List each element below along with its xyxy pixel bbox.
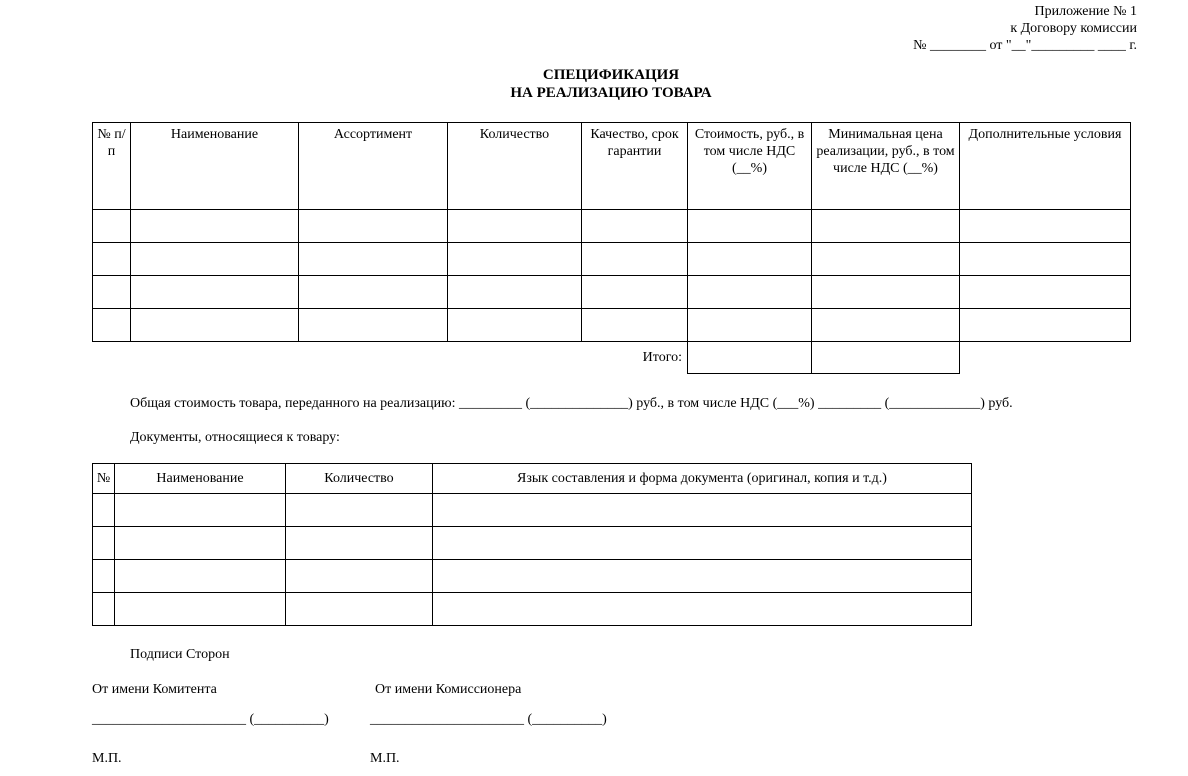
goods-col-name: Наименование <box>131 123 299 210</box>
document-title-line-1: СПЕЦИФИКАЦИЯ <box>542 67 680 83</box>
empty-table-row <box>93 210 1131 243</box>
total-cost-line: Общая стоимость товара, переданного на реализацию: _________ (______________) руб., в том числе НДС (___%) _________ (_____________) руб. <box>130 396 1013 411</box>
goods-col-quality: Качество, срок гарантии <box>582 123 688 210</box>
goods-col-quantity: Количество <box>448 123 582 210</box>
empty-table-row <box>93 593 972 626</box>
goods-col-minprice: Минимальная цена реализации, руб., в том числе НДС (__%) <box>812 123 960 210</box>
docs-col-language: Язык составления и форма документа (оригинал, копия и т.д.) <box>433 464 972 494</box>
empty-cell <box>582 276 688 309</box>
empty-table-row <box>93 560 972 593</box>
seal-left-label: М.П. <box>92 751 122 766</box>
empty-cell <box>582 309 688 342</box>
empty-cell <box>286 560 433 593</box>
empty-cell <box>688 276 812 309</box>
empty-cell <box>448 309 582 342</box>
empty-cell <box>448 210 582 243</box>
empty-cell <box>299 243 448 276</box>
empty-table-row <box>93 494 972 527</box>
empty-cell <box>582 210 688 243</box>
empty-cell <box>131 243 299 276</box>
empty-table-row <box>93 309 1131 342</box>
empty-table-row <box>93 243 1131 276</box>
signatures-heading: Подписи Сторон <box>130 647 230 662</box>
empty-table-row <box>93 276 1131 309</box>
empty-cell <box>286 593 433 626</box>
empty-cell <box>960 210 1131 243</box>
empty-cell <box>115 560 286 593</box>
empty-cell <box>93 560 115 593</box>
empty-cell <box>433 494 972 527</box>
empty-cell <box>131 210 299 243</box>
empty-cell <box>448 243 582 276</box>
empty-cell <box>582 243 688 276</box>
documents-label: Документы, относящиеся к товару: <box>130 430 340 445</box>
appendix-header <box>913 3 1137 54</box>
empty-cell <box>688 309 812 342</box>
empty-cell <box>93 210 131 243</box>
goods-col-cost: Стоимость, руб., в том числе НДС (__%) <box>688 123 812 210</box>
goods-table <box>92 122 1131 374</box>
empty-cell <box>131 276 299 309</box>
empty-cell <box>960 309 1131 342</box>
empty-cell <box>433 527 972 560</box>
empty-cell <box>286 527 433 560</box>
goods-col-assortment: Ассортимент <box>299 123 448 210</box>
seal-right-label: М.П. <box>370 751 400 766</box>
total-minprice-cell <box>812 342 960 374</box>
empty-cell <box>960 276 1131 309</box>
empty-cell <box>812 210 960 243</box>
signature-line-left: ______________________ (__________) <box>92 712 329 727</box>
docs-col-quantity: Количество <box>286 464 433 494</box>
empty-cell <box>93 309 131 342</box>
empty-cell <box>299 210 448 243</box>
documents-table <box>92 463 972 626</box>
party-left-label: От имени Комитента <box>92 682 217 697</box>
docs-col-number: № <box>93 464 115 494</box>
signature-line-right: ______________________ (__________) <box>370 712 607 727</box>
empty-cell <box>115 494 286 527</box>
empty-cell <box>433 560 972 593</box>
goods-total-row <box>93 342 1131 374</box>
empty-cell <box>131 309 299 342</box>
empty-cell <box>688 210 812 243</box>
empty-cell <box>433 593 972 626</box>
documents-table-header-row <box>93 464 972 494</box>
empty-cell <box>286 494 433 527</box>
party-right-label: От имени Комиссионера <box>375 682 522 697</box>
document-title-line-2: НА РЕАЛИЗАЦИЮ ТОВАРА <box>510 85 712 101</box>
empty-cell <box>812 309 960 342</box>
empty-cell <box>688 243 812 276</box>
total-label: Итого: <box>642 349 682 365</box>
empty-cell <box>93 494 115 527</box>
empty-cell <box>448 276 582 309</box>
empty-cell <box>299 276 448 309</box>
total-cost-cell <box>688 342 812 374</box>
empty-cell <box>93 243 131 276</box>
documents-table-body <box>93 494 972 626</box>
empty-table-row <box>93 527 972 560</box>
docs-col-name: Наименование <box>115 464 286 494</box>
goods-col-number: № п/п <box>93 123 131 210</box>
empty-cell <box>115 593 286 626</box>
empty-cell <box>115 527 286 560</box>
appendix-line-2: к Договору комиссии <box>1010 21 1137 36</box>
goods-table-header-row <box>93 123 1131 210</box>
goods-col-conditions: Дополнительные условия <box>960 123 1131 210</box>
empty-cell <box>93 593 115 626</box>
goods-table-body <box>93 210 1131 342</box>
empty-cell <box>93 527 115 560</box>
appendix-line-1: Приложение № 1 <box>1034 4 1137 19</box>
empty-cell <box>93 276 131 309</box>
appendix-line-3: № ________ от "__"_________ ____ г. <box>913 38 1137 53</box>
empty-cell <box>812 276 960 309</box>
empty-cell <box>960 243 1131 276</box>
total-spacer-cell <box>960 342 1131 374</box>
empty-cell <box>812 243 960 276</box>
document-title <box>92 66 1130 102</box>
empty-cell <box>299 309 448 342</box>
